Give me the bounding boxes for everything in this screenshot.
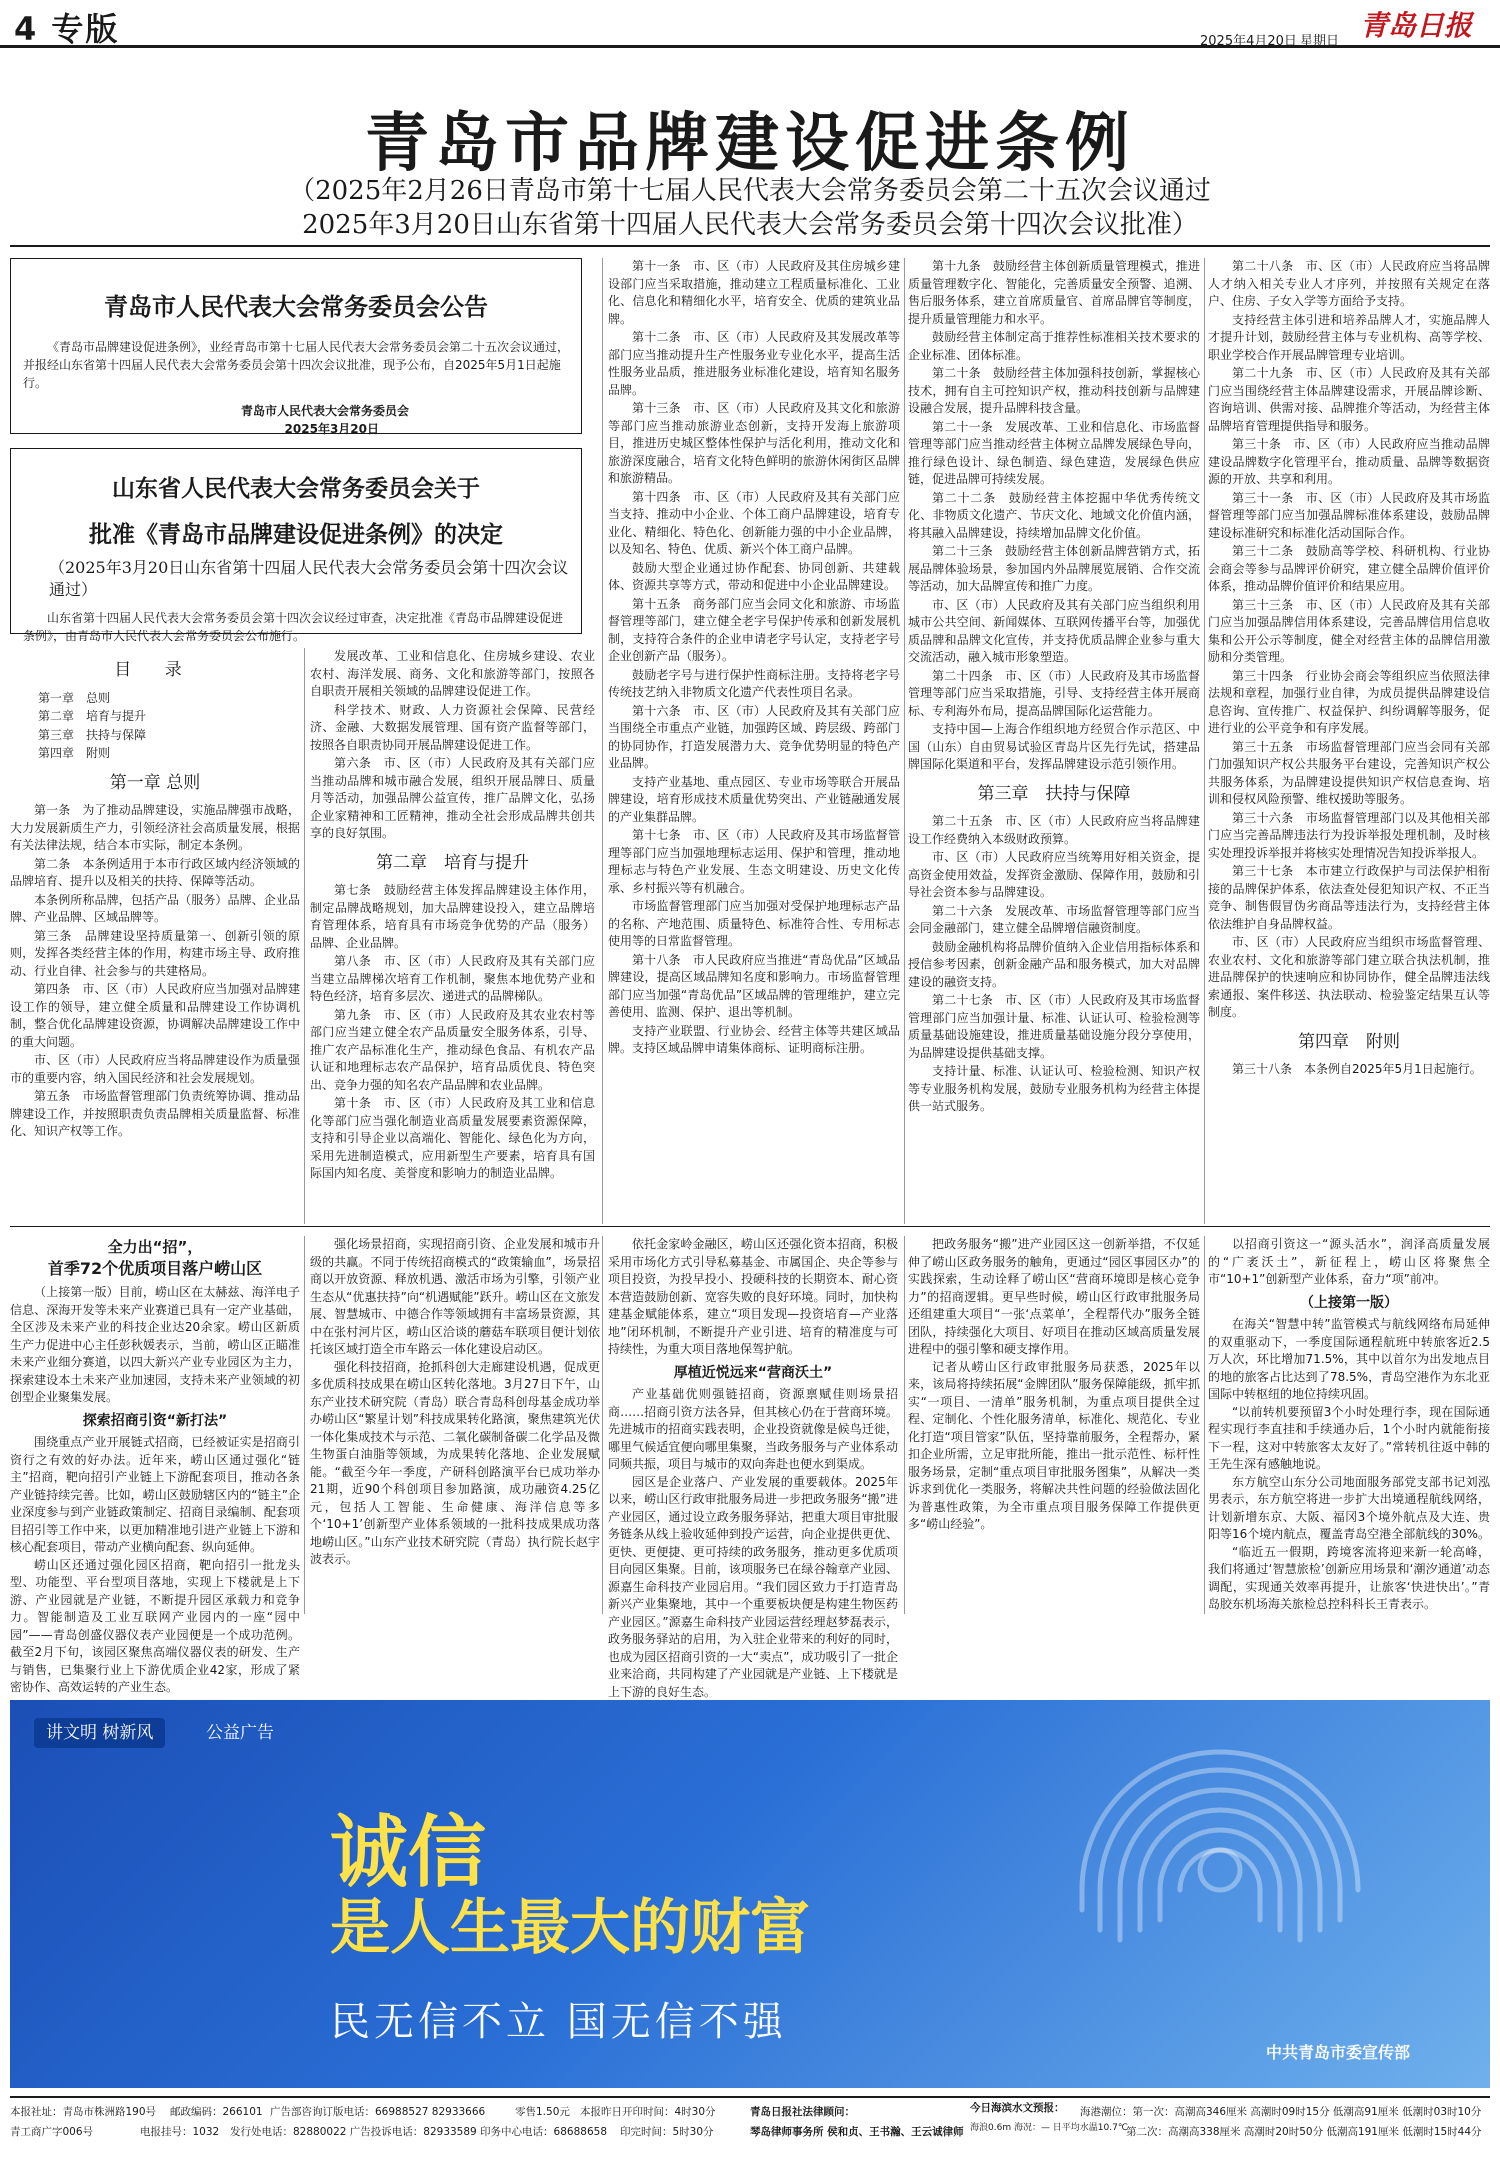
- footer-telegraph: 电报挂号：1032: [140, 2126, 220, 2138]
- article-17: 第十七条 市、区（市）人民政府及其市场监督管理等部门应当加强地理标志运用、保护和管理，推动地理标志与特色产业发展、生态文明建设、历史文化传承、乡村振兴等有机融合。: [608, 828, 900, 895]
- article-20: 第二十条 鼓励经营主体加强科技创新，掌握核心技术，拥有自主可控知识产权，推动科技创新与品牌建设融合发展，提升品牌科技含量。: [908, 366, 1200, 415]
- article-14-para: 鼓励大型企业通过协作配套、协同创新、共建载体、资源共享等方式，带动和促进中小企业品牌建设。: [608, 560, 900, 592]
- regulation-column-1: [10, 652, 300, 1222]
- article-29: 第二十九条 市、区（市）人民政府及其有关部门应当围绕经营主体品牌建设需求，开展品牌诊断、咨询培训、供需对接、品牌推介等活动，为经营主体品牌培育管理提供指导和服务。: [1208, 366, 1490, 433]
- regulation-subtitle-2: 2025年3月20日山东省第十四届人民代表大会常务委员会第十四次会议批准）: [302, 210, 1198, 240]
- announcement-date: 2025年3月20日: [284, 422, 379, 436]
- article-15-para: 鼓励老字号与进行保护性商标注册。支持将老字号传统技艺纳入非物质文化遗产代表性项目名录。: [608, 667, 900, 699]
- page-number: 4 专版: [14, 10, 120, 48]
- decision-box: [10, 448, 582, 643]
- column-divider: [1204, 258, 1205, 1224]
- article-28-para: 支持经营主体引进和培养品牌人才，实施品牌人才提升计划，鼓励经营主体与专业机构、高等学校、职业学校合作开展品牌管理专业培训。: [1208, 312, 1490, 362]
- news-paragraph: “临近五一假期，跨境客流将迎来新一轮高峰，我们将通过‘智慧旅检’创新应用场景和‘潮汐通道’动态调配，实现通关效率再提升，让旅客‘快进快出’。”青岛胶东机场海关旅检总控科科长王青表示。: [1208, 1544, 1490, 1611]
- article-26: 第二十六条 发展改革、市场监督管理等部门应当会同金融部门，建立健全品牌增信融资制度。: [908, 903, 1200, 935]
- article-30: 第三十条 市、区（市）人民政府应当推动品牌建设品牌数字化管理平台，推动质量、品牌等数据资源的开放、共享和利用。: [1208, 437, 1490, 486]
- article-33: 第三十三条 市、区（市）人民政府及其有关部门应当加强品牌信用体系建设，完善品牌信用信息收集和公开公示等制度，健全对经营主体的品牌信用激励和分类管理。: [1208, 597, 1490, 664]
- article-23-para: 市、区（市）人民政府及其有关部门应当组织利用城市公共空间、新闻媒体、互联网传播平台等，加强优质品牌和品牌文化宣传，并支持优质品牌企业参与重大交流活动，融入城市形象塑造。: [908, 597, 1200, 664]
- fingerprint-icon: [1010, 1740, 1430, 2040]
- decision-heading-1: 山东省人民代表大会常务委员会关于: [112, 475, 480, 502]
- news-column-4: [908, 1236, 1200, 1616]
- decision-body: 山东省第十四届人民代表大会常务委员会第十四次会议经过审查，决定批准《青岛市品牌建设促进条例》，由青岛市人民代表大会常务委员会公布施行。: [23, 611, 564, 643]
- footer-tide-2: 第二次：高潮高338厘米 高潮时20时50分 低潮高191厘米 低潮时15时44分: [1126, 2126, 1482, 2138]
- toc-item: 第四章 附则: [38, 746, 111, 760]
- footer-ad-phone: 广告部咨询订版电话：66988527 82933666: [270, 2106, 486, 2118]
- chapter-heading: 第一章 总则: [109, 772, 201, 793]
- regulation-column-2: [310, 648, 595, 1222]
- news-headline-line2: 首季72个优质项目落户崂山区: [47, 1259, 263, 1278]
- footer-license: 青工商广字006号: [10, 2126, 94, 2138]
- regulation-subtitle-1: （2025年2月26日青岛市第十七届人民代表大会常务委员会第二十五次会议通过: [289, 176, 1211, 206]
- ad-tagline: 民无信不立 国无信不强: [330, 1999, 787, 2045]
- article-19: 第十九条 鼓励经营主体创新质量管理模式，推进质量管理数字化、智能化，完善质量安全预警、追溯、售后服务体系，建立首席质量官、首席品牌官等制度，提升质量管理能力和水平。: [908, 259, 1200, 326]
- article-34: 第三十四条 行业协会商会等组织应当依照法律法规和章程，加强行业自律，为成员提供品牌建设信息咨询、宣传推广、权益保护、纠纷调解等服务，促进行业的公平竞争和有序发展。: [1208, 668, 1490, 735]
- news-paragraph: 东方航空山东分公司地面服务部党支部书记刘泓男表示，东方航空将进一步扩大出境通程航线网络，计划新增东京、大阪、福冈3个境外航点及大连、贵阳等16个境内航点，覆盖青岛空港全部航线的30%。: [1208, 1474, 1490, 1541]
- footer-tide-1: 海港潮位：第一次：高潮高346厘米 高潮时09时15分 低潮高91厘米 低潮时03时10分: [1080, 2106, 1482, 2118]
- article-28: 第二十八条 市、区（市）人民政府应当将品牌人才纳入相关专业人才序列，并按照有关规定在落户、住房、子女入学等方面给予支持。: [1208, 259, 1490, 308]
- article-31: 第三十一条 市、区（市）人民政府及其市场监督管理等部门应当加强品牌标准体系建设，鼓励品牌建设标准研究和标准化活动国际合作。: [1208, 490, 1490, 540]
- announcement-box: [10, 258, 582, 434]
- article-9: 第九条 市、区（市）人民政府及其农业农村等部门应当建立健全农产品质量安全服务体系，引导、推广农产品标准化生产，推动绿色食品、有机农产品认证和地理标志农产品保护，培育品质优良、特色突出、竞争力强的知名农产品品牌和农业品牌。: [310, 1007, 595, 1092]
- news-paragraph: 依托金家岭金融区，崂山区还强化资本招商，积极采用市场化方式引导私募基金、市属国企、央企等参与项目投资，为投早投小、投硬科技的长期资本、耐心资本营造鼓励创新、宽容失败的良好环境。同时，加快构建基金赋能体系，建立“项目发现—投资培育—产业落地”闭环机制，不断提升产业引进、培育的精准度与可持续性，为重大项目落地保驾护航。: [608, 1237, 898, 1356]
- column-divider: [304, 1236, 305, 1614]
- article-11: 第十一条 市、区（市）人民政府及其住房城乡建设部门应当采取措施，推动建立工程质量标准化、工业化、信息化和精细化水平，培育安全、优质的建筑业品牌。: [608, 259, 900, 326]
- article-27: 第二十七条 市、区（市）人民政府及其市场监督管理部门应当加强计量、标准、认证认可、检验检测等质量基础设施建设，推进质量基础设施分段分享使用，为品牌建设提供基础支撑。: [908, 993, 1200, 1060]
- section-divider: [10, 1226, 1490, 1227]
- column-divider: [602, 1236, 603, 1614]
- article-24-para: 支持中国—上海合作组织地方经贸合作示范区、中国（山东）自由贸易试验区青岛片区先行先试，搭建品牌国际化渠道和平台，发挥品牌建设示范引领作用。: [908, 722, 1200, 771]
- footer-address: 本报社址：青岛市株洲路190号: [10, 2106, 157, 2118]
- news-paragraph: 围绕重点产业开展链式招商，已经被证实是招商引资行之有效的好办法。近年来，崂山区通过强化“链主”招商，靶向招引产业链上下游配套项目，推动各条产业链持续完善。比如，崂山区鼓励辖区内的“链主”企业深度参与到产业链政策制定、招商目录编制、配套项目招引等工作中来，以更加精准地引进产业链上下游和核心配套项目，带动产业横向配套、纵向延伸。: [10, 1435, 300, 1554]
- column-divider: [304, 648, 305, 1224]
- article-36: 第三十六条 市场监督管理部门以及其他相关部门应当完善品牌违法行为投诉举报处理机制，及时核实处理投诉举报并将核实处理情况告知投诉举报人。: [1208, 810, 1490, 860]
- footer-legal-counsel: 青岛日报社法律顾问：: [750, 2106, 855, 2118]
- article-25-para: 市、区（市）人民政府应当统筹用好相关资金，提高资金使用效益，发挥资金激励、保障作用，鼓励和引导社会资本参与品牌建设。: [908, 850, 1200, 899]
- news-column-3: [608, 1236, 898, 1699]
- article-7: 第七条 鼓励经营主体发挥品牌建设主体作用，制定品牌战略规划，加大品牌建设投入，建立品牌培育管理体系，培育具有市场竞争优势的产品（服务）品牌、企业品牌。: [310, 883, 595, 950]
- article-18-para: 支持产业联盟、行业协会、经营主体等共建区域品牌。支持区域品牌申请集体商标、证明商标注册。: [608, 1023, 900, 1055]
- article-8: 第八条 市、区（市）人民政府及其有关部门应当建立品牌梯次培育工作机制，聚焦本地优势产业和特色经济，培育多层次、递进式的品牌梯队。: [310, 954, 595, 1003]
- masthead-logo: 青岛日报: [1360, 9, 1473, 42]
- article-14: 第十四条 市、区（市）人民政府及其有关部门应当支持、推动中小企业、个体工商户品牌建设，培育专业化、精细化、特色化、创新能力强的中小企业品牌，以及知名、特色、优质、新兴个体工商户品牌。: [608, 489, 900, 556]
- ad-sponsor: 中共青岛市委宣传部: [1265, 2043, 1410, 2062]
- news-paragraph: 记者从崂山区行政审批服务局获悉，2025年以来，该局将持续拓展“金牌团队”服务保障能级，抓牢抓实“一项目、一清单”服务机制，为重点项目提供全过程、定制化、个性化服务清单，标准化、规范化、专业化打造“项目管家”队伍，坚持靠前服务，全程帮办，紧扣企业所需，立足审批所能，推出一批示范性、标杆性服务场景，定制“重点项目审批服务图集”，从解决一类诉求到优化一类服务，将解决共性问题的经验做法固化为普惠性政策，为全市重点项目服务保障工作提供更多“崂山经验”。: [908, 1359, 1200, 1531]
- article-26-para: 鼓励金融机构将品牌价值纳入企业信用指标体系和授信参考因素，创新金融产品和服务模式，加大对品牌建设的融资支持。: [908, 939, 1200, 989]
- article-24: 第二十四条 市、区（市）人民政府及其市场监督管理等部门应当采取措施，引导、支持经营主体开展商标、专利海外布局，提高品牌国际化运营能力。: [908, 668, 1200, 718]
- article-4: 第四条 市、区（市）人民政府应当加强对品牌建设工作的领导，建立健全质量和品牌建设工作协调机制，整合优化品牌建设资源，协调解决品牌建设工作中的重大问题。: [10, 982, 300, 1049]
- article-27-para: 支持计量、标准、认证认可、检验检测、知识产权等专业服务机构发展，鼓励专业服务机构为经营主体提供一站式服务。: [908, 1064, 1200, 1113]
- public-service-ad: [10, 1700, 1490, 2088]
- decision-heading-2: 批准《青岛市品牌建设促进条例》的决定: [89, 521, 503, 548]
- article-22: 第二十二条 鼓励经营主体挖掘中华优秀传统文化、非物质文化遗产、节庆文化、地域文化价值内涵，将其融入品牌建设，持续增加品牌文化价值。: [908, 490, 1200, 540]
- news-paragraph: 产业基础优则强链招商，资源禀赋佳则场景招商……招商引资方法各异，但其核心仍在于营商环境。先进城市的招商实践表明，企业投资就像是候鸟迁徙，哪里气候适宜便向哪里集聚，当政务服务与产业体系动同频共振，项目与城市的双向奔赴也便水到渠成。: [608, 1387, 898, 1471]
- news-paragraph: 把政务服务“搬”进产业园区这一创新举措，不仅延伸了崂山区政务服务的触角，更通过“园区事园区办”的实践探索，生动诠释了崂山区“营商环境即是核心竞争力”的招商逻辑。更早些时候，崂山区行政审批服务局还组建重大项目“一张‘点菜单’，全程帮代办”服务全链团队，持续强化大项目、好项目在推动区域高质量发展进程中的强引擎和硬支撑作用。: [908, 1237, 1200, 1356]
- news-column-1: [10, 1236, 300, 1694]
- toc-item: 第二章 培育与提升: [38, 709, 147, 723]
- news-paragraph: 强化场景招商，实现招商引资、企业发展和城市升级的共赢。不同于传统招商模式的“政策输血”，场景招商以开放资源、释放机遇、激活市场为引擎，引领产业生态从“优惠扶持”向“机遇赋能”跃升。崂山区在文旅发展、智慧城市、中德合作等领域拥有丰富场景资源，其中在张村河片区，崂山区洽谈的蘑菇车联项目便计划依托该区域打造全市车路云一体化建设启动区。: [310, 1237, 600, 1356]
- chapter-heading: 第四章 附则: [1298, 1031, 1400, 1052]
- announcement-heading: 青岛市人民代表大会常务委员会公告: [104, 292, 488, 321]
- article-3: 第三条 品牌建设坚持质量第一、创新引领的原则，发挥各类经营主体的作用，构建市场主导、政府推动、行业自律、社会参与的共建格局。: [10, 928, 300, 978]
- news-lead: （上接第一版）目前，崂山区在太赫兹、海洋电子信息、深海开发等未来产业赛道已具有一定产业基础，全区涉及未来产业的科技企业达20余家。崂山区新质生产力促进中心主任彭秋媛表示，当前，崂山区正瞄准未来产业细分赛道，以四大新兴产业专业园区为主力，探索建设本土未来产业加速园，支持未来产业领域的初创型企业聚集发展。: [10, 1285, 300, 1404]
- regulation-column-5: [1208, 258, 1490, 1222]
- regulation-title: 青岛市品牌建设促进条例: [365, 106, 1135, 181]
- column-divider: [602, 258, 603, 1224]
- announcement-signer: 青岛市人民代表大会常务委员会: [240, 404, 409, 418]
- article-5-para: 发展改革、工业和信息化、住房城乡建设、农业农村、海洋发展、商务、文化和旅游等部门，按照各自职责开展相关领域的品牌建设促进工作。: [310, 649, 595, 698]
- article-5-para: 科学技术、财政、人力资源社会保障、民营经济、金融、大数据发展管理、国有资产监督等部门，按照各自职责协同开展品牌建设促进工作。: [310, 702, 595, 752]
- news-headline-line1: 全力出“招”，: [107, 1238, 203, 1256]
- page-header: [0, 0, 1500, 48]
- footer-law-firm: 琴岛律师事务所 侯和贞、王书瀚、王云诚律师: [750, 2126, 964, 2138]
- article-4-para: 市、区（市）人民政府应当将品牌建设作为质量强市的重要内容，纳入国民经济和社会发展规划。: [10, 1053, 300, 1085]
- regulation-column-3: [608, 258, 900, 1222]
- article-13: 第十三条 市、区（市）人民政府及其文化和旅游等部门应当推动旅游业态创新，支持开发海上旅游项目，推进历史城区整体性保护与活化利用，推动文化和旅游深度融合，培育文化特色鲜明的旅游休闲街区品牌和旅游精品。: [608, 401, 900, 485]
- footer-hydrology: 今日海滨水文预报：: [970, 2102, 1065, 2114]
- column-divider: [904, 258, 905, 1224]
- article-23: 第二十三条 鼓励经营主体创新品牌营销方式，拓展品牌体验场景，参加国内外品牌展览展销、合作交流等活动，加大品牌宣传和推广力度。: [908, 544, 1200, 593]
- article-15: 第十五条 商务部门应当会同文化和旅游、市场监督管理等部门，建立健全老字号保护传承和创新发展机制，支持符合条件的企业申请老字号认定，支持老字号企业创新产品（服务）。: [608, 596, 900, 663]
- footer-price: 零售1.50元: [515, 2106, 570, 2118]
- issue-weekday: 星期日: [1300, 34, 1340, 49]
- article-18: 第十八条 市人民政府应当推进“青岛优品”区域品牌建设，提高区域品牌知名度和影响力。市场监督管理部门应当加强“青岛优品”区域品牌的管理维护，建立完善使用、监测、保护、退出等机制。: [608, 952, 900, 1019]
- ad-slogan: 是人生最大的财富: [330, 1893, 810, 1963]
- news-column-2: [310, 1236, 600, 1616]
- article-25: 第二十五条 市、区（市）人民政府应当将品牌建设工作经费纳入本级财政预算。: [908, 814, 1200, 846]
- article-35: 第三十五条 市场监督管理部门应当会同有关部门加强知识产权公共服务平台建设，完善知识产权公共服务体系，为品牌建设提供知识产权信息查询、培训和侵权风险预警、维权援助等服务。: [1208, 739, 1490, 806]
- decision-note: （2025年3月20日山东省第十四届人民代表大会常务委员会第十四次会议通过）: [49, 558, 569, 599]
- article-19-para: 鼓励经营主体制定高于推荐性标准相关技术要求的企业标准、团体标准。: [908, 330, 1200, 362]
- regulation-column-4: [908, 258, 1200, 1222]
- article-37: 第三十七条 本市建立行政保护与司法保护相衔接的品牌保护体系，依法查处侵犯知识产权、不正当竞争、制售假冒伪劣商品等违法行为，支持经营主体依法维护自身品牌权益。: [1208, 864, 1490, 931]
- news-subheading: 探索招商引资“新打法”: [82, 1412, 228, 1429]
- article-2-para: 本条例所称品牌，包括产品（服务）品牌、企业品牌、产业品牌、区域品牌等。: [10, 892, 300, 924]
- toc-title: 目 录: [114, 660, 196, 680]
- news-continuation: （上接第一版）: [1300, 1294, 1398, 1311]
- footer-sea-state: 海浪0.6m 海况：— 日平均水温10.7℃: [970, 2123, 1128, 2133]
- news-paragraph: 以招商引资这一“源头活水”，润泽高质量发展的“广袤沃土”，新征程上，崂山区将聚焦全市“10+1”创新型产业体系，奋力“项”前冲。: [1208, 1237, 1490, 1286]
- article-10: 第十条 市、区（市）人民政府及其工业和信息化等部门应当强化制造业高质量发展要素资源保障，支持和引导企业以高端化、智能化、绿色化为方向，采用先进制造模式，应用新型生产要素，培育具有国际国内知名度、美誉度和影响力的制造业品牌。: [310, 1096, 595, 1180]
- news-paragraph: 崂山区还通过强化园区招商，靶向招引一批龙头型、功能型、平台型项目落地，实现上下楼就是上下游、产业园就是产业链，不断提升园区承载力和竞争力。智能制造及工业互联网产业园内的一座“园中园”——青岛创盛仪器仪表产业园便是一个成功范例。截至2月下旬，该园区聚焦高端仪器仪表的研发、生产与销售，已集聚行业上下游优质企业42家，形成了紧密协作、高效运转的产业生态。: [10, 1557, 300, 1694]
- toc-item: 第一章 总则: [38, 690, 111, 705]
- news-paragraph: 强化科技招商，抢抓科创大走廊建设机遇，促成更多优质科技成果在崂山区转化落地。3月27日下午，山东产业技术研究院（青岛）联合青岛科创母基金成功举办崂山区“繁星计划”科技成果转化路演，聚焦建筑光伏一体化集成技术与示范、二氧化碳制备碳二化学品及微生物蛋白油脂等领域，为成果转化落地、企业发展赋能。“截至今年一季度，产研科创路演平台已成功举办21期，近90个科创项目参加路演，成功融资4.25亿元，包括人工智能、生命健康、海洋信息等多个‘10+1’创新型产业体系领域的一批科技成果成功落地崂山区。”山东产业技术研究院（青岛）执行院长赵宇波表示。: [310, 1359, 600, 1566]
- news-paragraph: “以前转机要预留3个小时处理行李，现在国际通程实现行李直挂和手续通办后，1个小时内就能衔接下一程，这对中转旅客太友好了。”常转机往返中韩的王先生深有感触地说。: [1208, 1404, 1490, 1471]
- article-1: 第一条 为了推动品牌建设，实施品牌强市战略，大力发展新质生产力，引领经济社会高质量发展，根据有关法律法规，结合本市实际，制定本条例。: [10, 803, 300, 852]
- page-footer: [10, 2096, 1490, 2168]
- article-16: 第十六条 市、区（市）人民政府及其有关部门应当围绕全市重点产业链，加强跨区域、跨层级、跨部门的协同协作，打造发展潜力大、竞争优势明显的特色产业品牌。: [608, 703, 900, 770]
- ad-tag-label: 公益广告: [206, 1723, 274, 1743]
- ad-headline: 诚信: [330, 1807, 487, 1898]
- title-divider: [10, 245, 1490, 247]
- article-6: 第六条 市、区（市）人民政府及其有关部门应当推动品牌和城市融合发展，组织开展品牌日、质量月等活动，加强品牌公益宣传，推广品牌文化，弘扬企业家精神和工匠精神，推动全社会形成品牌共创共享的良好氛围。: [310, 756, 595, 840]
- announcement-body: 《青岛市品牌建设促进条例》，业经青岛市第十七届人民代表大会常务委员会第二十五次会议通过，并报经山东省第十四届人民代表大会常务委员会第十四次会议批准，现予公布，自2025年5月1日起施行。: [23, 340, 570, 390]
- footer-print-start: 本报昨日开印时间：4时30分: [580, 2106, 716, 2118]
- article-38: 第三十八条 本条例自2025年5月1日起施行。: [1232, 1062, 1482, 1076]
- article-5: 第五条 市场监督管理部门负责统筹协调、推动品牌建设工作，并按照职责负责品牌相关质量监督、标准化、知识产权等工作。: [10, 1089, 300, 1138]
- news-subheading: 厚植近悦远来“营商沃土”: [673, 1364, 833, 1381]
- footer-print-end: 印完时间：5时30分: [620, 2126, 714, 2138]
- article-37-para: 市、区（市）人民政府应当组织市场监督管理、农业农村、文化和旅游等部门建立联合执法机制，推进品牌保护的快速响应和协同协作，健全品牌违法线索通报、案件移送、执法联动、检验鉴定结果互认等制度。: [1208, 935, 1490, 1019]
- column-divider: [1204, 1236, 1205, 1614]
- chapter-heading: 第三章 扶持与保障: [977, 783, 1131, 804]
- chapter-heading: 第二章 培育与提升: [376, 852, 529, 873]
- article-32: 第三十二条 鼓励高等学校、科研机构、行业协会商会等参与品牌评价研究，建立健全品牌价值评价体系，推动品牌价值评价和结果应用。: [1208, 544, 1490, 593]
- news-headline: [10, 1236, 300, 1280]
- footer-postcode: 邮政编码：266101: [170, 2106, 263, 2118]
- article-16-para: 支持产业基地、重点园区、专业市场等联合开展品牌建设，培育形成技术质量优势突出、产业链融通发展的产业集群品牌。: [608, 774, 900, 824]
- ad-tag: 讲文明 树新风: [34, 1718, 165, 1748]
- article-17-para: 市场监督管理部门应当加强对受保护地理标志产品的名称、产地范围、质量特色、标准符合性、专用标志使用等的日常监督管理。: [608, 899, 900, 948]
- article-21: 第二十一条 发展改革、工业和信息化、市场监督管理等部门应当推动经营主体树立品牌发展绿色导向，推行绿色设计、绿色制造、绿色建造，发展绿色供应链，促进品牌可持续发展。: [908, 419, 1200, 486]
- issue-date: 2025年4月20日: [1200, 34, 1297, 49]
- news-column-5: [1208, 1236, 1490, 1616]
- toc-item: 第三章 扶持与保障: [38, 727, 147, 742]
- article-2: 第二条 本条例适用于本市行政区域内经济领域的品牌培育、提升以及相关的扶持、保障等活动。: [10, 856, 300, 888]
- news-paragraph: 园区是企业落户、产业发展的重要载体。2025年以来，崂山区行政审批服务局进一步把政务服务“搬”进产业园区，通过设立政务服务驿站，把重大项目审批服务链条从线上验收延伸到投产运营，向企业提供更优、更快、更便捷、更可持续的政务服务，推动更多优质项目向园区集聚。目前，该项服务已在绿谷翰章产业园、源嘉生命科技产业园启用。“我们园区致力于打造青岛新兴产业集聚地，其中一个重要板块便是构建生物医药产业园区。”源嘉生命科技产业园运营经理赵梦磊表示，政务服务驿站的启用，为入驻企业带来的利好的同时，也成为园区招商引资的一大“卖点”，成功吸引了一批企业来洽商，共同构建了产业园就是产业链、上下楼就是上下游的良好生态。: [608, 1474, 898, 1699]
- news-paragraph: 在海关“智慧中转”监管模式与航线网络布局延伸的双重驱动下，一季度国际通程航班中转旅客近2.5万人次，环比增加71.5%，其中以首尔为出发地点目的地的旅客占比达到了78.5%，青岛空港作为东北亚国际中转枢纽的地位持续巩固。: [1208, 1317, 1490, 1401]
- article-12: 第十二条 市、区（市）人民政府及其发展改革等部门应当推动提升生产性服务业专业化水平，提高生活性服务业品质，推进服务业标准化建设，培育知名服务品牌。: [608, 330, 900, 397]
- column-divider: [904, 1236, 905, 1614]
- footer-phones: 发行处电话：82880022 广告投诉电话：82933589 印务中心电话：68688658: [230, 2126, 608, 2138]
